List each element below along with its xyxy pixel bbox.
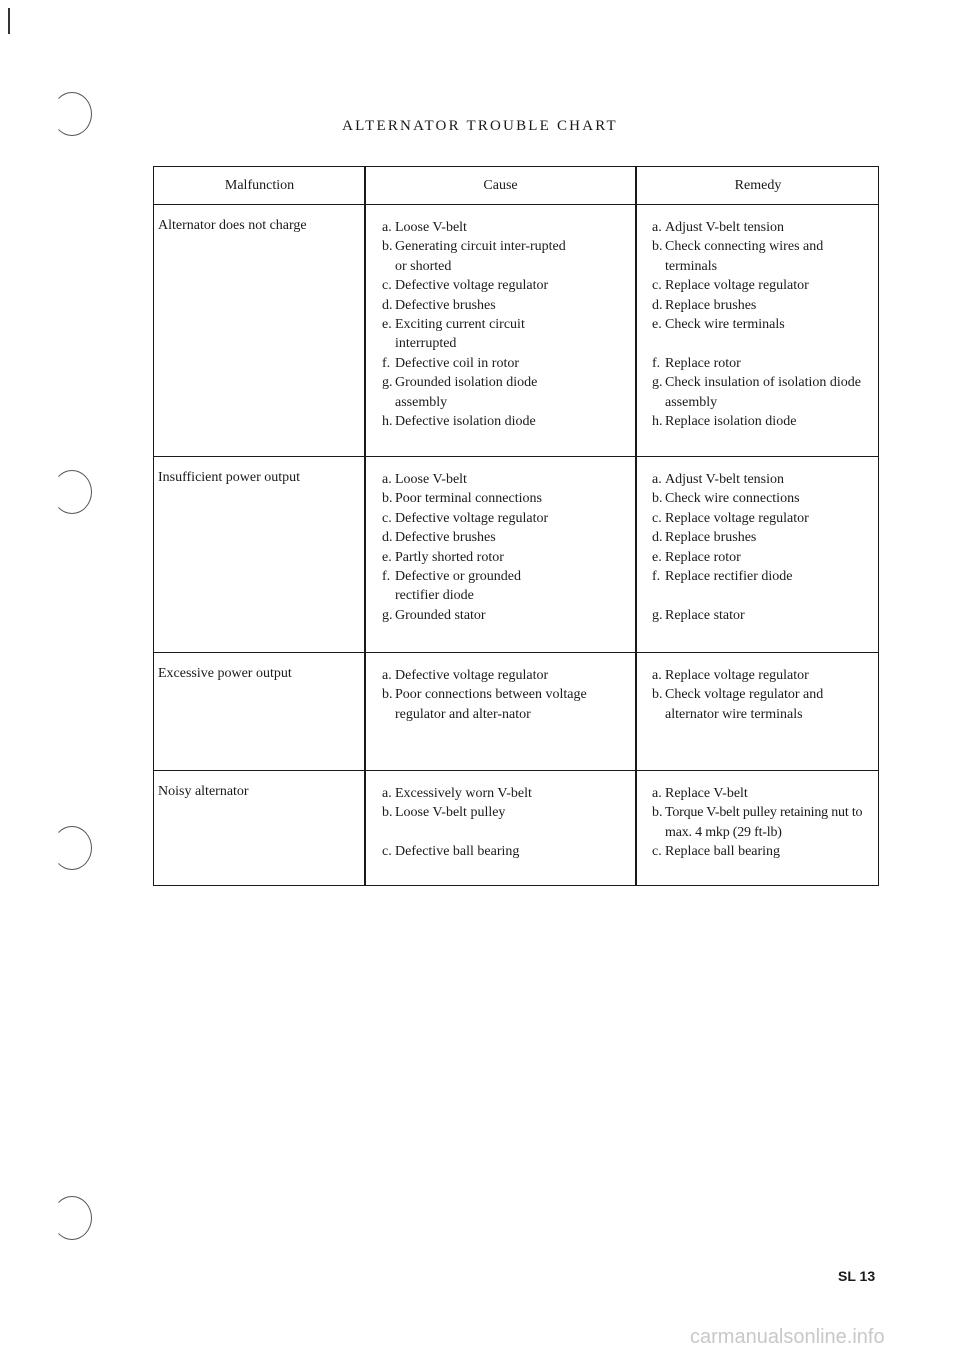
list-item: b. Torque V-belt pulley retaining nut to max. 4 mkp (29 ft-lb) <box>652 805 863 840</box>
malfunction-cell: Alternator does not charge <box>158 218 307 233</box>
header-cause: Cause <box>483 178 518 193</box>
list-item: h. Replace isolation diode <box>652 414 797 430</box>
list-item: a. Replace voltage regulator <box>652 668 809 683</box>
list-item: a. Loose V-belt <box>382 220 467 235</box>
punch-hole <box>52 1196 92 1240</box>
remedy-list <box>652 470 878 625</box>
list-item: e. Replace rotor <box>652 549 741 565</box>
list-item: g. Check insulation of isolation diode assembly <box>652 375 861 410</box>
malfunction-cell: Noisy alternator <box>158 784 249 799</box>
list-item: f. Defective coil in rotor <box>382 355 520 371</box>
punch-hole <box>52 470 92 514</box>
page-number: SL 13 <box>838 1268 876 1284</box>
list-item: f. Defective or grounded rectifier diode <box>382 569 521 604</box>
page-title: ALTERNATOR TROUBLE CHART <box>342 118 618 134</box>
remedy-list <box>652 784 878 862</box>
list-item: e. Check wire terminals <box>652 317 785 333</box>
list-item: b. Poor terminal connections <box>382 491 542 507</box>
list-item: c. Replace ball bearing <box>652 844 781 860</box>
watermark: carmanualsonline.info <box>690 1326 885 1348</box>
list-item: b. Loose V-belt pulley <box>382 805 506 821</box>
list-item: f. Replace rotor <box>652 355 741 371</box>
list-item: d. Defective brushes <box>382 297 496 313</box>
trouble-chart-table <box>153 166 879 886</box>
list-item: f. Replace rectifier diode <box>652 569 793 585</box>
table-row <box>154 771 878 885</box>
list-item: c. Defective voltage regulator <box>382 278 549 294</box>
header-malfunction: Malfunction <box>224 178 295 193</box>
table-row <box>154 205 878 457</box>
list-item: b. Poor connections between voltage regulator and alter-nator <box>382 687 587 722</box>
list-item: g. Replace stator <box>652 607 745 623</box>
punch-hole <box>52 826 92 870</box>
list-item: g. Grounded stator <box>382 607 486 623</box>
list-item: c. Replace voltage regulator <box>652 510 809 526</box>
cause-list <box>382 784 628 862</box>
malfunction-cell: Insufficient power output <box>158 470 301 485</box>
list-item: b. Check connecting wires and terminals <box>652 239 824 274</box>
list-item: d. Defective brushes <box>382 530 496 546</box>
list-item: a. Replace V-belt <box>652 786 748 801</box>
list-item: e. Partly shorted rotor <box>382 549 504 565</box>
list-item: c. Defective voltage regulator <box>382 510 549 526</box>
table-row <box>154 653 878 771</box>
list-item: a. Excessively worn V-belt <box>382 786 532 801</box>
header-remedy: Remedy <box>734 178 782 193</box>
list-item: c. Defective ball bearing <box>382 844 520 860</box>
list-item: b. Check voltage regulator and alternator wire terminals <box>652 687 824 722</box>
list-item: g. Grounded isolation diode assembly <box>382 375 538 410</box>
list-item: h. Defective isolation diode <box>382 414 536 430</box>
list-item: b. Check wire connections <box>652 491 800 507</box>
list-item: a. Loose V-belt <box>382 472 467 487</box>
list-item: d. Replace brushes <box>652 530 757 546</box>
table-row <box>154 457 878 653</box>
cause-list <box>382 218 628 431</box>
cause-list <box>382 470 628 625</box>
list-item: b. Generating circuit inter-rupted or shorted <box>382 239 566 274</box>
list-item: c. Replace voltage regulator <box>652 278 809 294</box>
table-header <box>154 167 878 205</box>
list-item: a. Defective voltage regulator <box>382 668 549 683</box>
list-item: a. Adjust V-belt tension <box>652 220 785 235</box>
malfunction-cell: Excessive power output <box>158 666 292 681</box>
list-item: d. Replace brushes <box>652 297 757 313</box>
cause-list <box>382 666 628 724</box>
remedy-list <box>652 218 878 431</box>
list-item: a. Adjust V-belt tension <box>652 472 785 487</box>
list-item: e. Exciting current circuit interrupted <box>382 317 525 352</box>
remedy-list <box>652 666 878 724</box>
page-edge-mark <box>8 8 10 34</box>
